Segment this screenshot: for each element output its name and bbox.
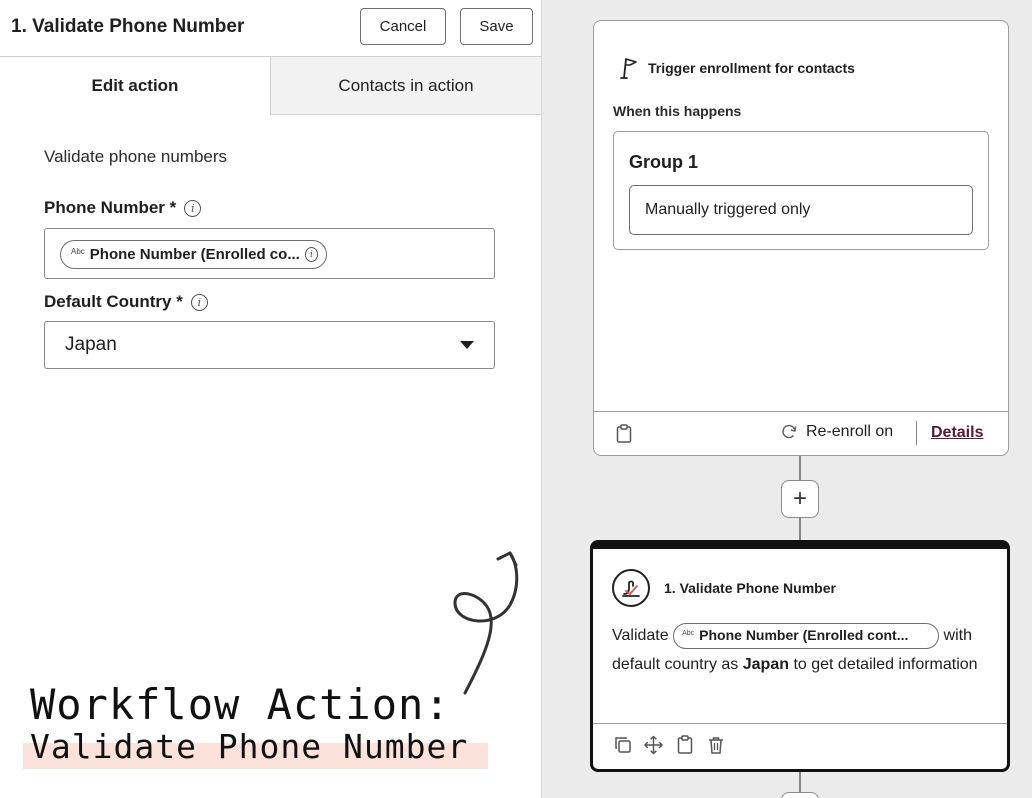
trigger-card[interactable] <box>593 20 1009 456</box>
action-card-title: 1. Validate Phone Number <box>664 580 836 596</box>
token-label: Phone Number (Enrolled cont... <box>699 627 909 644</box>
default-country-label <box>44 292 208 312</box>
info-icon[interactable]: i <box>191 294 208 311</box>
info-icon[interactable]: i <box>184 200 201 217</box>
action-card-footer <box>593 723 1007 769</box>
trigger-group <box>613 131 989 250</box>
phone-number-label-text: Phone Number * <box>44 198 177 217</box>
trigger-heading-text: Trigger enrollment for contacts <box>648 60 855 76</box>
summary-suffix: to get detailed information <box>793 656 978 673</box>
add-action-button[interactable]: + <box>781 480 819 518</box>
default-country-label-text: Default Country * <box>44 292 183 311</box>
chevron-down-icon <box>460 341 474 349</box>
text-type-icon: Abc <box>71 247 85 256</box>
reenroll-label: Re-enroll on <box>806 423 894 440</box>
trash-icon[interactable] <box>706 735 725 754</box>
flag-icon <box>620 57 638 79</box>
clipboard-icon[interactable] <box>675 735 694 754</box>
default-country-select[interactable] <box>44 321 495 369</box>
panel-header <box>0 0 541 57</box>
trigger-heading <box>620 57 855 79</box>
curved-arrow-icon <box>440 545 530 695</box>
action-card-validate-phone[interactable] <box>590 540 1010 772</box>
overlay-title: Workflow Action: <box>30 680 451 729</box>
tab-contacts-in-action[interactable]: Contacts in action <box>270 57 541 115</box>
action-card-summary <box>612 621 997 679</box>
group-title: Group 1 <box>629 152 699 172</box>
phone-number-field[interactable] <box>44 228 495 279</box>
when-this-happens-label: When this happens <box>613 103 742 119</box>
text-type-icon: Abc <box>682 629 695 637</box>
action-description: Validate phone numbers <box>44 147 228 166</box>
refresh-icon <box>780 423 798 441</box>
phone-property-token[interactable] <box>60 240 327 269</box>
reenroll-status <box>780 423 893 441</box>
info-icon[interactable]: i <box>305 247 318 262</box>
action-toolbar <box>613 735 725 754</box>
summary-middle: with default country as <box>612 627 972 673</box>
panel-title: 1. Validate Phone Number <box>11 16 245 37</box>
copy-icon[interactable] <box>613 735 632 754</box>
action-card-heading <box>612 569 836 607</box>
cancel-button[interactable]: Cancel <box>360 8 446 45</box>
summary-country: Japan <box>742 656 789 673</box>
panel-tabs <box>0 57 541 115</box>
connector-line <box>799 456 801 480</box>
phone-property-token[interactable] <box>673 623 939 649</box>
tab-edit-action[interactable]: Edit action <box>0 57 270 115</box>
add-action-button[interactable] <box>781 792 819 798</box>
footer-divider <box>916 421 917 445</box>
trigger-criteria[interactable]: Manually triggered only <box>629 185 973 235</box>
connector-line <box>799 518 801 540</box>
phone-number-label <box>44 198 201 218</box>
move-icon[interactable] <box>644 735 663 754</box>
overlay-subtitle: Validate Phone Number <box>30 727 469 766</box>
country-select-value: Japan <box>65 334 117 355</box>
save-button[interactable]: Save <box>460 8 533 45</box>
clipboard-icon[interactable] <box>616 424 632 443</box>
token-label: Phone Number (Enrolled co... <box>89 246 300 263</box>
validate-action-icon <box>612 569 650 607</box>
details-link[interactable]: Details <box>931 424 984 441</box>
summary-prefix: Validate <box>612 627 669 644</box>
trigger-card-footer <box>594 411 1008 455</box>
